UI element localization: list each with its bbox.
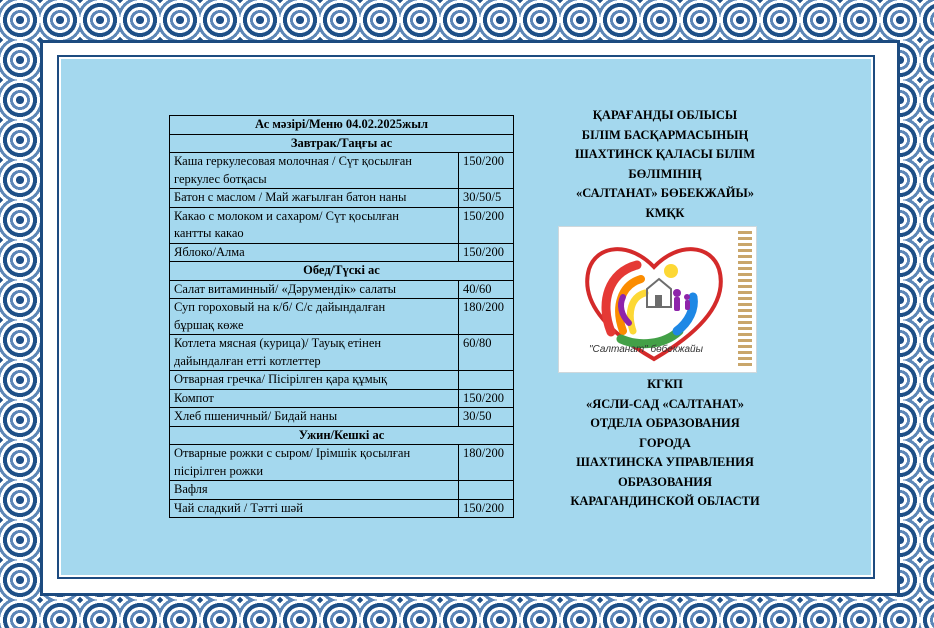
- section-heading-dinner: Ужин/Кешкі ас: [170, 426, 514, 445]
- menu-row: [170, 445, 514, 481]
- menu-row: [170, 299, 514, 335]
- organization-name-kazakh: [530, 106, 800, 223]
- menu-row: [170, 189, 514, 208]
- org-line: ОБРАЗОВАНИЯ: [617, 474, 713, 489]
- dish-name: Хлеб пшеничный/ Бидай наны: [170, 408, 459, 427]
- dish-quantity: 150/200: [459, 207, 514, 243]
- dish-quantity: 150/200: [459, 243, 514, 262]
- menu-row: [170, 389, 514, 408]
- dish-name: Вафля: [170, 481, 459, 500]
- dish-name: Отварная гречка/ Пісірілген қара құмық: [170, 371, 459, 390]
- menu-row: [170, 335, 514, 371]
- org-line: ШАХТИНСК ҚАЛАСЫ БІЛІМ: [574, 147, 756, 161]
- dish-name: Яблоко/Алма: [170, 243, 459, 262]
- menu-row: [170, 207, 514, 243]
- dish-name: Компот: [170, 389, 459, 408]
- dish-quantity: 150/200: [459, 153, 514, 189]
- dish-name: Чай сладкий / Тәтті шәй: [170, 499, 459, 518]
- menu-table: [169, 115, 514, 518]
- dish-quantity: 180/200: [459, 299, 514, 335]
- org-line: БІЛІМ БАСҚАРМАСЫНЫҢ: [581, 127, 749, 142]
- menu-row: [170, 481, 514, 500]
- dish-name: Какао с молоком и сахаром/ Сүт қосылған кантты какао: [170, 207, 459, 243]
- dish-name: Отварные рожки с сыром/ Ірімшік қосылған пісірілген рожки: [170, 445, 459, 481]
- menu-row: [170, 243, 514, 262]
- logo-caption: "Салтанат" бөбекжайы: [589, 344, 703, 355]
- menu-row: [170, 280, 514, 299]
- dish-quantity: 30/50: [459, 408, 514, 427]
- dish-name: Суп гороховый на к/б/ С/с дайындалған бұршақ көже: [170, 299, 459, 335]
- org-line: БӨЛІМІНІҢ: [628, 166, 702, 181]
- org-line: КАРАГАНДИНСКОЙ ОБЛАСТИ: [570, 494, 760, 508]
- org-line: ГОРОДА: [639, 435, 691, 450]
- section-heading-breakfast: Завтрак/Таңғы ас: [170, 134, 514, 153]
- dish-quantity: 150/200: [459, 389, 514, 408]
- dish-quantity: [459, 371, 514, 390]
- organization-name-russian: [530, 375, 800, 512]
- kindergarten-logo: [558, 226, 757, 373]
- dish-quantity: 150/200: [459, 499, 514, 518]
- dish-quantity: 60/80: [459, 335, 514, 371]
- org-line: ШАХТИНСКА УПРАВЛЕНИЯ: [576, 455, 754, 469]
- menu-row: [170, 153, 514, 189]
- ornament-strip: [738, 231, 752, 368]
- dish-name: Салат витаминный/ «Дәрумендік» салаты: [170, 280, 459, 299]
- menu-row: [170, 499, 514, 518]
- menu-title: Ас мәзірі/Меню 04.02.2025жыл: [170, 116, 514, 135]
- org-line: КМҚК: [645, 205, 685, 220]
- dish-name: Батон с маслом / Май жағылған батон наны: [170, 189, 459, 208]
- section-heading-lunch: Обед/Түскі ас: [170, 262, 514, 281]
- org-line: ОТДЕЛА ОБРАЗОВАНИЯ: [590, 416, 740, 430]
- dish-quantity: [459, 481, 514, 500]
- dish-name: Каша геркулесовая молочная / Сүт қосылған геркулес ботқасы: [170, 153, 459, 189]
- dish-quantity: 30/50/5: [459, 189, 514, 208]
- org-line: КГКП: [647, 377, 683, 391]
- menu-row: [170, 371, 514, 390]
- org-line: «САЛТАНАТ» БӨБЕКЖАЙЫ»: [575, 186, 755, 200]
- dish-quantity: 180/200: [459, 445, 514, 481]
- dish-quantity: 40/60: [459, 280, 514, 299]
- org-line: «ЯСЛИ-САД «САЛТАНАТ»: [585, 396, 744, 411]
- menu-row: [170, 408, 514, 427]
- org-line: ҚАРАҒАНДЫ ОБЛЫСЫ: [592, 108, 738, 122]
- dish-name: Котлета мясная (курица)/ Тауық етінен дайындалған етті котлеттер: [170, 335, 459, 371]
